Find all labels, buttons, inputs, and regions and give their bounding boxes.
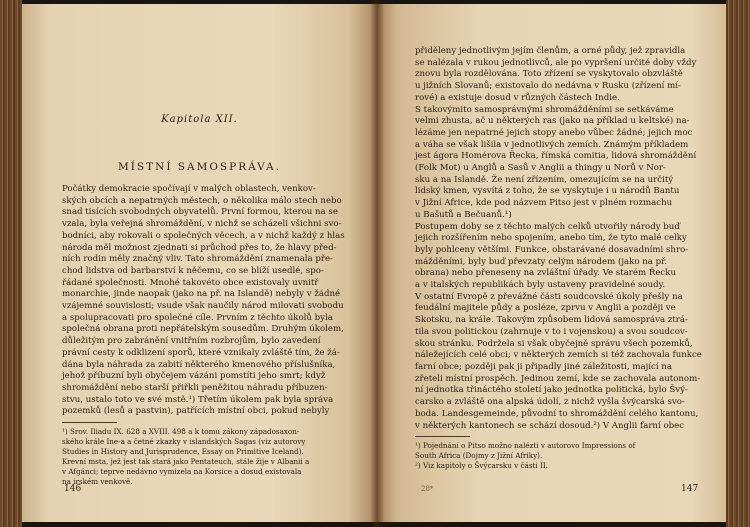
footnote-line: Krevní msta, jež jest tak stará jako Pentateuch, stále žije v Albanii a xyxy=(62,457,310,466)
footnote-divider xyxy=(62,422,117,423)
footnote-line: South Africa (Dojmy z Jižní Afriky). xyxy=(415,451,543,460)
text-line: rové) a existuje dosud v různých částech Indie. xyxy=(415,92,620,103)
text-line: chod lidstva od barbarství k něčemu, co se blíží usedlé, spo- xyxy=(62,265,324,276)
text-line: důležitým pro zabránění vnitřním rozbrojům, bylo zavedení xyxy=(62,336,321,347)
footnote-line: ²) Viz kapitoly o Švýcarsku v části II. xyxy=(415,461,548,470)
text-line: v Jižní Africe, kde pod názvem Pitso jest v plném rozmachu xyxy=(415,198,673,209)
right-body-text xyxy=(415,46,715,432)
text-line: S takovýmito samosprávnými shromážděními se setkáváme xyxy=(415,104,674,115)
footnote-line: ¹) Srov. Iliadu IX. 628 a XVIII. 498 a k tomu zákony západosaxon- xyxy=(62,427,300,436)
text-line: velmi zhusta, ač u některých ras (jako na příklad u keltské) na- xyxy=(415,116,690,127)
text-line: monarchie, jinde naopak (jako na př. na Islandě) nebyly v žádné xyxy=(62,289,341,300)
text-line: Postupem doby se z těchto malých celků utvořily národy buď xyxy=(415,221,680,232)
text-line: shromáždění nebo starší přiřkli peněžitou náhradu příbuzen- xyxy=(62,382,328,393)
text-line: bodníci, aby rokovali o společných věcech, a v nichž každý z hlas xyxy=(62,230,345,241)
text-line: Skotsku, na krále. Takovým způsobem lidová samospráva ztrá- xyxy=(415,315,688,326)
text-line: pozemků (lesů a pastvin), patřících místní obci, pokud nebyly xyxy=(62,406,330,417)
text-line: Počátky demokracie spočívají v malých oblastech, venkov- xyxy=(62,184,316,194)
text-line: společná obrana proti nepřátelským sousedům. Druhým úkolem, xyxy=(62,324,344,335)
text-line: tila svou politickou (zahrnuje v to i vojenskou) a svou soudcov- xyxy=(415,326,688,337)
left-page-edges xyxy=(0,0,22,527)
footnote-line: ského krále Ine-a a četné zkazky v islandských Sagas (viz autorovy xyxy=(62,437,306,446)
text-line: náležejících celé obci; v některých zemích si též zachovala funkce xyxy=(415,350,702,361)
text-line: sku a na Islandě. Že není zřízením, omezujícím se na určitý xyxy=(415,174,674,185)
text-line: jejich rozšířením nebo spojením, anebo tím, že tyto malé celky xyxy=(415,233,687,244)
text-line: dána byla náhrada za zabití některého kmenového příslušníka, xyxy=(62,359,336,370)
text-line: znovu byla rozdělována. Toto zřízení se vyskytovalo obzvláště xyxy=(415,69,683,80)
page-number-left: 146 xyxy=(64,484,82,494)
footnote-line: v Afgánci; teprve nedávno vymizela na Korsice a dosud existovala xyxy=(62,467,302,476)
text-line: ských obcích a nepatrných městech, o několika málo stech nebo xyxy=(62,195,342,206)
text-line: lézáme jen nepatrné jejich stopy anebo vůbec žádné; jejich moc xyxy=(415,127,693,138)
chapter-label: Kapitola XII. xyxy=(161,114,238,125)
text-line: u Bašutů a Bečuanů.¹) xyxy=(415,209,512,220)
text-line: vzala, byla veřejná shromáždění, v nichž se scházeli všichni svo- xyxy=(62,219,342,230)
text-line: carsko a zvláště ona alpská údolí, z nichž vyšla švýcarská svo- xyxy=(415,397,685,408)
signature-mark: 28* xyxy=(421,485,434,493)
text-line: obrana) nebo přeneseny na zvláštní úřady. Ve starém Řecku xyxy=(415,268,676,279)
text-line: zřeteli místní prospěch. Jedinou zemí, kde se zachovala autonom- xyxy=(415,373,701,384)
chapter-title: MÍSTNÍ SAMOSPRÁVA. xyxy=(118,161,281,173)
text-line: jest ágora Homérova Řecka, římská comitia, lidová shromáždění xyxy=(415,151,697,162)
text-line: a spolupracovati pro společné cíle. Prvním z těchto úkolů byla xyxy=(62,312,333,323)
text-line: právní cesty k odklizení sporů, které vznikaly zvláště tím, že žá- xyxy=(62,347,340,358)
text-line: mážděními, byly buď převzaty celým národem (jako na př. xyxy=(415,256,668,267)
footnote-divider xyxy=(415,436,470,437)
text-line: feudální majitele půdy a posléze, zprvu v Anglii a později ve xyxy=(415,303,676,314)
text-line: národa měl možnost zjednati si průchod přes to, že hlavy před- xyxy=(62,242,337,253)
text-line: (Folk Mot) u Anglů a Sasů v Anglii a thingy u Norů v Nor- xyxy=(415,163,666,174)
text-line: řádané společnosti. Mnohé takovéto obce existovaly uvnitř xyxy=(62,277,319,288)
text-line: a váha se však lišila v jednotlivých zemích. Známým příkladem xyxy=(415,139,689,150)
left-page xyxy=(22,4,377,522)
text-line: ní jednotka třináctého století jako jednotka politická, bylo Švý- xyxy=(415,385,688,396)
text-line: boda. Landesgemeinde, původní to shromáždění celého kantonu, xyxy=(415,408,699,419)
page-number-right: 147 xyxy=(681,484,699,494)
text-line: vzájemné souvislosti; vsude však naučily národ milovati svobodu xyxy=(62,301,344,312)
text-line: snad tisících svobodných obyvatelů. První formou, kterou na se xyxy=(62,207,338,218)
text-line: ních rodin měly značný vliv. Tato shromáždění znamenala pře- xyxy=(62,254,333,265)
text-line: farní obce; později pak ji připadly jiné záležitosti, mající na xyxy=(415,361,672,372)
text-line: v některých kantonech se schází dosoud.²) V Anglii farní obec xyxy=(415,420,685,431)
text-line: se nalézala v rukou jednotlivců, ale po vypršení určité doby vždy xyxy=(415,57,697,68)
right-footnotes xyxy=(415,441,715,471)
text-line: byly pohlceny většími. Funkce, obstarávané dosavadními shro- xyxy=(415,244,689,255)
text-line: V ostatní Evropě z převážné části soudcovské úkoly přešly na xyxy=(415,291,683,302)
footnote-line: ¹) Pojednání o Pitso možno nalézti v autorovo Impressions of xyxy=(415,441,636,450)
text-line: skou stránku. Podržela si však obyčejně správu všech pozemků, xyxy=(415,338,693,349)
text-line: lidský kmen, vysvítá z toho, že se vyskytuje i u národů Bantu xyxy=(415,186,680,197)
book-gutter xyxy=(370,0,384,527)
text-line: stvu, ustalo toto ve své mstě.¹) Třetím úkolem pak byla správa xyxy=(62,394,334,405)
footnote-line: na irském venkově. xyxy=(62,477,133,486)
text-line: přiděleny jednotlivým jejím členům, a orné půdy, jež zpravidla xyxy=(415,46,686,56)
left-body-text xyxy=(62,184,362,418)
right-page xyxy=(377,4,726,522)
text-line: jehož příbuzní byli obyčejem vázáni pomstíti jeho smrt; když xyxy=(62,371,326,382)
text-line: a v italských republikách byly ustaveny pravidelné soudy. xyxy=(415,280,666,291)
text-line: u jižních Slovanů; existovalo do nedávna v Rusku (zřízení mí- xyxy=(415,81,681,92)
footnote-line: Studies in History and Jurisprudence, Essay on Primitive Iceland). xyxy=(62,447,304,456)
left-footnotes xyxy=(62,427,362,487)
right-page-edges xyxy=(726,0,750,527)
